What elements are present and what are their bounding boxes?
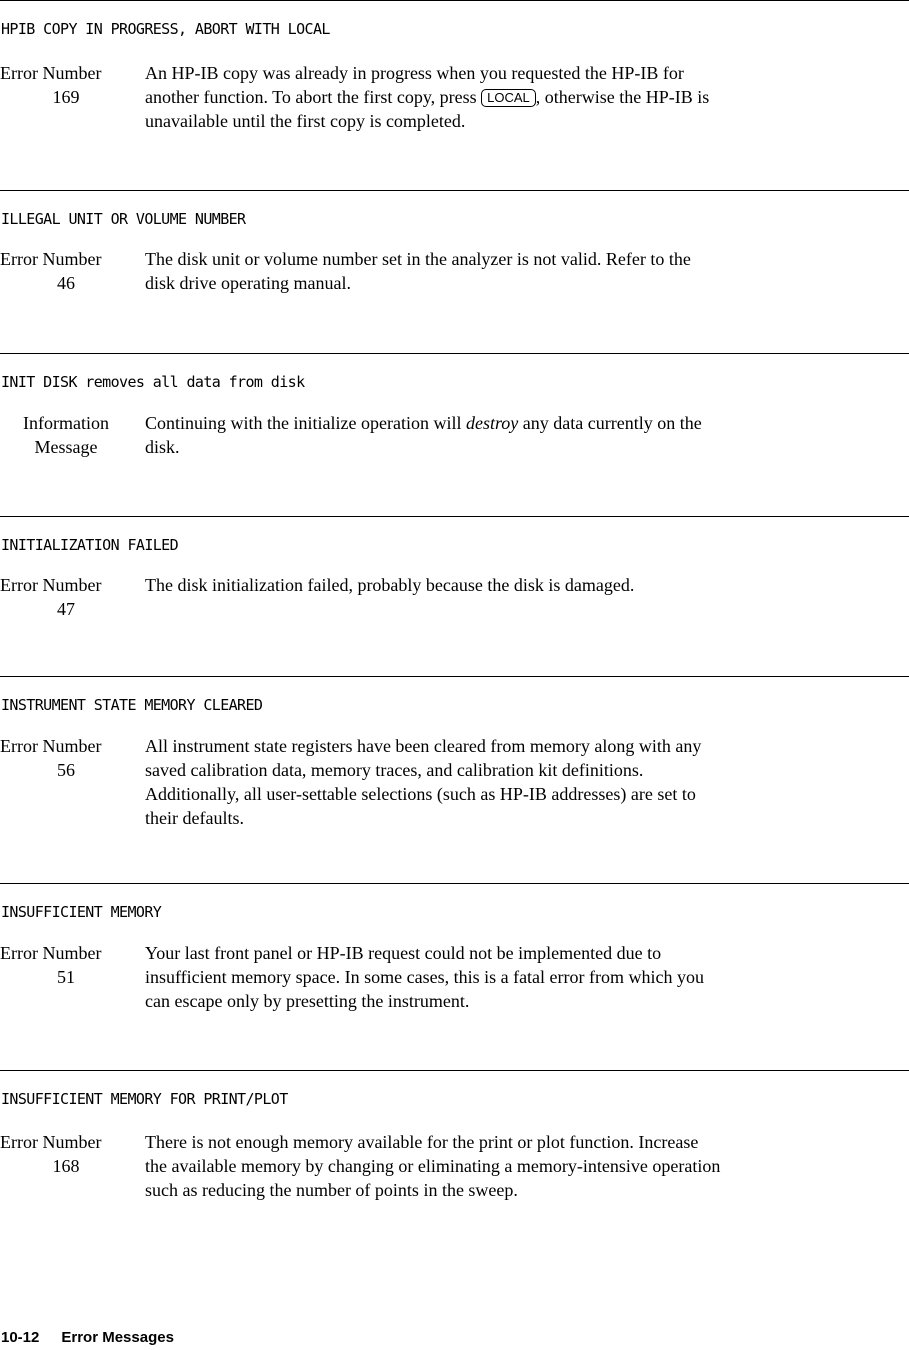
label-type: Information xyxy=(23,413,109,433)
message-label xyxy=(0,411,134,459)
message-description xyxy=(145,247,895,295)
description-line: such as reducing the number of points in the sweep. xyxy=(145,1180,518,1200)
description-line: saved calibration data, memory traces, and calibration kit definitions. xyxy=(145,760,644,780)
message-label xyxy=(0,573,134,621)
message-label xyxy=(0,61,134,109)
error-number: 51 xyxy=(57,967,75,987)
error-number: 46 xyxy=(57,273,75,293)
local-key: LOCAL xyxy=(481,89,536,107)
description-line: The disk unit or volume number set in the analyzer is not valid. Refer to the xyxy=(145,249,691,269)
error-number: 56 xyxy=(57,760,75,780)
description-line: insufficient memory space. In some cases, this is a fatal error from which you xyxy=(145,967,705,987)
description-line: disk drive operating manual. xyxy=(145,273,351,293)
description-line: unavailable until the first copy is completed. xyxy=(145,111,466,131)
description-line: Your last front panel or HP-IB request could not be implemented due to xyxy=(145,943,662,963)
label-type: Error Number xyxy=(0,575,102,595)
description-line: Additionally, all user-settable selections (such as HP-IB addresses) are set to xyxy=(145,784,696,804)
emphasis: destroy xyxy=(465,413,519,433)
divider-rule xyxy=(0,516,909,517)
message-heading: INITIALIZATION FAILED xyxy=(1,536,179,554)
message-heading: ILLEGAL UNIT OR VOLUME NUMBER xyxy=(1,210,246,228)
message-description xyxy=(145,61,895,133)
description-line: There is not enough memory available for the print or plot function. Increase xyxy=(145,1132,699,1152)
message-description xyxy=(145,1130,895,1202)
description-line: another function. To abort the first copy, press LOCAL , otherwise the HP-IB is xyxy=(145,87,710,107)
message-label xyxy=(0,1130,134,1178)
section-title: Error Messages xyxy=(61,1329,174,1346)
message-heading: INIT DISK removes all data from disk xyxy=(1,373,305,391)
divider-rule xyxy=(0,0,909,1)
error-number: 169 xyxy=(52,87,80,107)
description-line: The disk initialization failed, probably because the disk is damaged. xyxy=(145,575,635,595)
description-line: can escape only by presetting the instrument. xyxy=(145,991,470,1011)
description-line: the available memory by changing or eliminating a memory-intensive operation xyxy=(145,1156,721,1176)
error-number: 168 xyxy=(52,1156,80,1176)
message-heading: HPIB COPY IN PROGRESS, ABORT WITH LOCAL xyxy=(1,20,330,38)
label-type: Error Number xyxy=(0,943,102,963)
message-description xyxy=(145,411,895,459)
description-line: Continuing with the initialize operation will destroy any data currently on the xyxy=(145,413,702,433)
message-description xyxy=(145,734,895,830)
error-number: 47 xyxy=(57,599,75,619)
label-type: Error Number xyxy=(0,1132,102,1152)
message-heading: INSTRUMENT STATE MEMORY CLEARED xyxy=(1,696,263,714)
divider-rule xyxy=(0,883,909,884)
page-footer xyxy=(1,1329,174,1346)
description-line: All instrument state registers have been cleared from memory along with any xyxy=(145,736,702,756)
label-type: Error Number xyxy=(0,736,102,756)
divider-rule xyxy=(0,676,909,677)
message-description xyxy=(145,573,895,597)
message-heading: INSUFFICIENT MEMORY xyxy=(1,903,162,921)
page-number: 10-12 xyxy=(1,1329,40,1346)
description-line: disk. xyxy=(145,437,180,457)
label-type: Error Number xyxy=(0,249,102,269)
description-line: their defaults. xyxy=(145,808,244,828)
message-label xyxy=(0,941,134,989)
message-heading: INSUFFICIENT MEMORY FOR PRINT/PLOT xyxy=(1,1090,288,1108)
description-line: An HP-IB copy was already in progress when you requested the HP-IB for xyxy=(145,63,684,83)
label-type-line2: Message xyxy=(34,437,98,457)
message-description xyxy=(145,941,895,1013)
divider-rule xyxy=(0,1070,909,1071)
message-label xyxy=(0,247,134,295)
divider-rule xyxy=(0,190,909,191)
divider-rule xyxy=(0,353,909,354)
label-type: Error Number xyxy=(0,63,102,83)
message-label xyxy=(0,734,134,782)
